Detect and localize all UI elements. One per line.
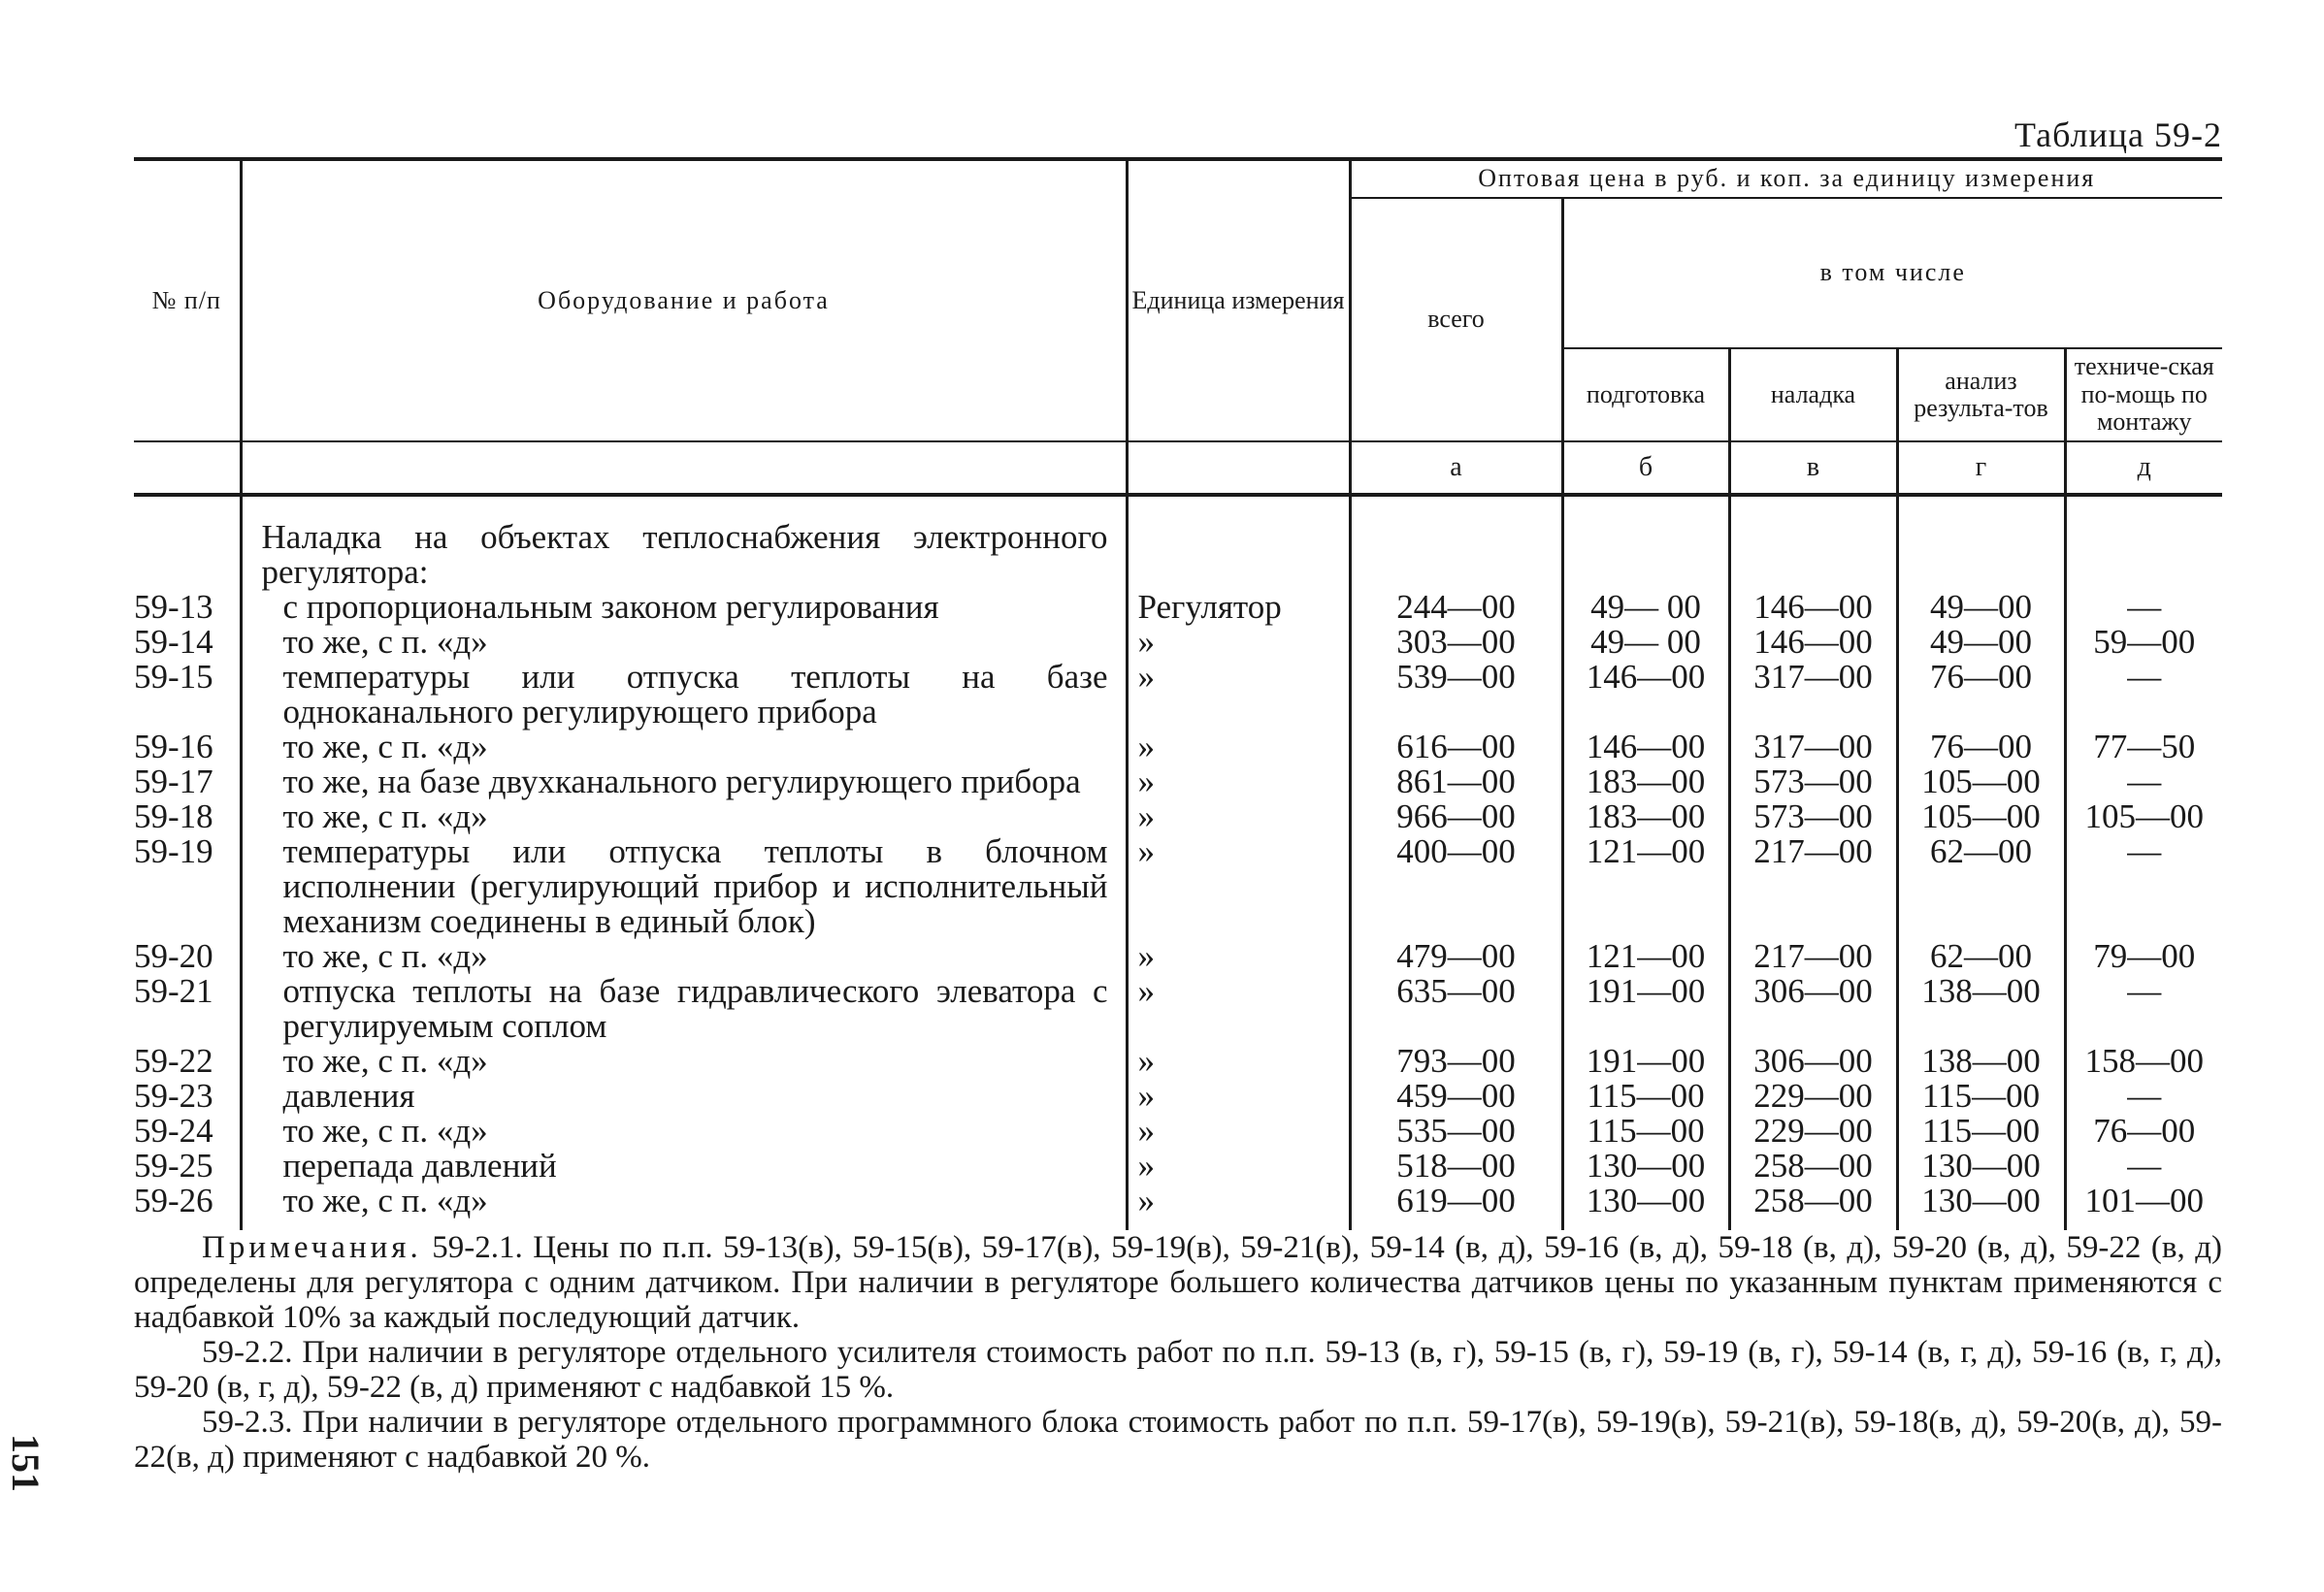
cell-tech-help: — bbox=[2065, 764, 2222, 799]
cell-total: 966—00 bbox=[1350, 799, 1562, 834]
cell-prep: 191—00 bbox=[1562, 974, 1729, 1044]
cell-prep: 49— 00 bbox=[1562, 625, 1729, 660]
cell-unit: Регулятор bbox=[1127, 590, 1350, 625]
cell-analysis: 115—00 bbox=[1897, 1114, 2065, 1149]
header-total: всего bbox=[1350, 198, 1562, 441]
table-row bbox=[134, 1044, 2222, 1079]
cell-tech-help: — bbox=[2065, 834, 2222, 939]
header-including: в том числе bbox=[1562, 198, 2222, 349]
cell-adjust: 317—00 bbox=[1729, 730, 1897, 764]
cell-analysis: 138—00 bbox=[1897, 1044, 2065, 1079]
cell-adjust: 217—00 bbox=[1729, 834, 1897, 939]
cell-unit: » bbox=[1127, 1044, 1350, 1079]
cell-adjust: 573—00 bbox=[1729, 764, 1897, 799]
intro-row bbox=[134, 495, 2222, 590]
header-analysis: анализ результа-тов bbox=[1897, 348, 2065, 441]
cell-tech-help: — bbox=[2065, 590, 2222, 625]
table-row bbox=[134, 1114, 2222, 1149]
cell-equipment: то же, с п. «д» bbox=[241, 730, 1127, 764]
page-number: 151 bbox=[4, 1434, 48, 1492]
intro-unit-cell bbox=[1127, 495, 1350, 590]
cell-total: 244—00 bbox=[1350, 590, 1562, 625]
cell-num: 59-18 bbox=[134, 797, 213, 835]
cell-tech-help: — bbox=[2065, 974, 2222, 1044]
cell-adjust: 317—00 bbox=[1729, 660, 1897, 730]
cell-unit: » bbox=[1127, 1079, 1350, 1114]
intro-empty-cell bbox=[2065, 495, 2222, 590]
cell-adjust: 146—00 bbox=[1729, 625, 1897, 660]
cell-prep: 130—00 bbox=[1562, 1184, 1729, 1230]
cell-total: 459—00 bbox=[1350, 1079, 1562, 1114]
cell-num: 59-25 bbox=[134, 1147, 213, 1185]
cell-equipment: то же, с п. «д» bbox=[241, 799, 1127, 834]
cell-total: 861—00 bbox=[1350, 764, 1562, 799]
cell-unit: » bbox=[1127, 730, 1350, 764]
table-row bbox=[134, 1079, 2222, 1114]
cell-analysis: 49—00 bbox=[1897, 625, 2065, 660]
cell-equipment: то же, с п. «д» bbox=[241, 1184, 1127, 1230]
cell-prep: 183—00 bbox=[1562, 799, 1729, 834]
cell-unit: » bbox=[1127, 625, 1350, 660]
cell-prep: 121—00 bbox=[1562, 939, 1729, 974]
cell-tech-help: 76—00 bbox=[2065, 1114, 2222, 1149]
cell-analysis: 115—00 bbox=[1897, 1079, 2065, 1114]
cell-unit: » bbox=[1127, 939, 1350, 974]
price-table-container bbox=[134, 157, 2222, 1230]
cell-total: 539—00 bbox=[1350, 660, 1562, 730]
cell-analysis: 62—00 bbox=[1897, 939, 2065, 974]
cell-equipment: то же, на базе двухканального регулирующего прибора bbox=[241, 764, 1127, 799]
cell-prep: 115—00 bbox=[1562, 1079, 1729, 1114]
cell-equipment: то же, с п. «д» bbox=[241, 939, 1127, 974]
cell-adjust: 306—00 bbox=[1729, 974, 1897, 1044]
cell-total: 793—00 bbox=[1350, 1044, 1562, 1079]
cell-num: 59-19 bbox=[134, 832, 213, 870]
notes-label: Примечания. bbox=[202, 1230, 422, 1265]
cell-equipment: температуры или отпуска теплоты на базе одноканального регулирующего прибора bbox=[241, 660, 1127, 730]
cell-prep: 49— 00 bbox=[1562, 590, 1729, 625]
cell-unit: » bbox=[1127, 660, 1350, 730]
cell-analysis: 62—00 bbox=[1897, 834, 2065, 939]
intro-empty-cell bbox=[1897, 495, 2065, 590]
cell-prep: 115—00 bbox=[1562, 1114, 1729, 1149]
header-letter-empty bbox=[1127, 441, 1350, 495]
cell-unit: » bbox=[1127, 764, 1350, 799]
table-caption: Таблица 59-2 bbox=[2014, 115, 2222, 154]
cell-unit: » bbox=[1127, 834, 1350, 939]
cell-num: 59-17 bbox=[134, 763, 213, 800]
header-unit: Единица измерения bbox=[1127, 159, 1350, 441]
table-row bbox=[134, 799, 2222, 834]
header-letter-a: а bbox=[1350, 441, 1562, 495]
table-row bbox=[134, 1184, 2222, 1230]
cell-unit: » bbox=[1127, 1149, 1350, 1184]
cell-tech-help: 105—00 bbox=[2065, 799, 2222, 834]
cell-equipment: то же, с п. «д» bbox=[241, 1114, 1127, 1149]
table-row bbox=[134, 625, 2222, 660]
cell-adjust: 229—00 bbox=[1729, 1114, 1897, 1149]
price-table bbox=[134, 157, 2222, 1230]
cell-prep: 130—00 bbox=[1562, 1149, 1729, 1184]
cell-total: 616—00 bbox=[1350, 730, 1562, 764]
cell-analysis: 105—00 bbox=[1897, 799, 2065, 834]
header-adjust: наладка bbox=[1729, 348, 1897, 441]
cell-equipment: давления bbox=[241, 1079, 1127, 1114]
header-tech-help: техниче-ская по-мощь по монтажу bbox=[2065, 348, 2222, 441]
cell-adjust: 258—00 bbox=[1729, 1149, 1897, 1184]
cell-tech-help: 79—00 bbox=[2065, 939, 2222, 974]
cell-num: 59-24 bbox=[134, 1112, 213, 1150]
cell-tech-help: — bbox=[2065, 1079, 2222, 1114]
cell-prep: 191—00 bbox=[1562, 1044, 1729, 1079]
header-letter-d: д bbox=[2065, 441, 2222, 495]
cell-prep: 146—00 bbox=[1562, 730, 1729, 764]
cell-total: 635—00 bbox=[1350, 974, 1562, 1044]
cell-total: 535—00 bbox=[1350, 1114, 1562, 1149]
header-letter-g: г bbox=[1897, 441, 2065, 495]
table-row bbox=[134, 660, 2222, 730]
cell-total: 303—00 bbox=[1350, 625, 1562, 660]
intro-text: Наладка на объектах теплоснабжения электронного регулятора: bbox=[241, 495, 1127, 590]
note-3: 59-2.3. При наличии в регуляторе отдельного программного блока стоимость работ по п.п. 59-17(в), 59-19(в), 59-21(в), 59-18(в, д), 59-20(в, д), 59-22(в, д) применяют с надбавкой 20 %. bbox=[134, 1405, 2222, 1475]
cell-num: 59-23 bbox=[134, 1077, 213, 1115]
intro-num-cell bbox=[134, 495, 241, 590]
cell-analysis: 76—00 bbox=[1897, 660, 2065, 730]
header-equipment: Оборудование и работа bbox=[241, 159, 1127, 441]
cell-unit: » bbox=[1127, 799, 1350, 834]
cell-adjust: 258—00 bbox=[1729, 1184, 1897, 1230]
header-letter-b: б bbox=[1562, 441, 1729, 495]
cell-analysis: 76—00 bbox=[1897, 730, 2065, 764]
cell-total: 479—00 bbox=[1350, 939, 1562, 974]
cell-tech-help: — bbox=[2065, 1149, 2222, 1184]
cell-analysis: 138—00 bbox=[1897, 974, 2065, 1044]
cell-adjust: 573—00 bbox=[1729, 799, 1897, 834]
cell-tech-help: — bbox=[2065, 660, 2222, 730]
table-row bbox=[134, 764, 2222, 799]
cell-equipment: отпуска теплоты на базе гидравлического элеватора с регулируемым соплом bbox=[241, 974, 1127, 1044]
header-letter-empty bbox=[241, 441, 1127, 495]
header-letters-row bbox=[134, 441, 2222, 495]
cell-num: 59-16 bbox=[134, 728, 213, 765]
cell-equipment: то же, с п. «д» bbox=[241, 1044, 1127, 1079]
cell-tech-help: 77—50 bbox=[2065, 730, 2222, 764]
cell-equipment: то же, с п. «д» bbox=[241, 625, 1127, 660]
table-row bbox=[134, 939, 2222, 974]
table-row bbox=[134, 730, 2222, 764]
notes-section bbox=[134, 1230, 2222, 1475]
cell-analysis: 130—00 bbox=[1897, 1149, 2065, 1184]
header-prep: подготовка bbox=[1562, 348, 1729, 441]
header-price-group: Оптовая цена в руб. и коп. за единицу измерения bbox=[1350, 159, 2222, 198]
table-row bbox=[134, 834, 2222, 939]
cell-total: 619—00 bbox=[1350, 1184, 1562, 1230]
cell-num: 59-20 bbox=[134, 937, 213, 975]
cell-prep: 146—00 bbox=[1562, 660, 1729, 730]
cell-adjust: 217—00 bbox=[1729, 939, 1897, 974]
note-1-text: 59-2.1. Цены по п.п. 59-13(в), 59-15(в), 59-17(в), 59-19(в), 59-21(в), 59-14 (в, д), 59-16 (в, д), 59-18 (в, д), 59-20 (в, д), 59-22 (в, д) определены для регулятора с одним датчиком. При наличии в регуляторе большего количества датчиков цены по указанным пунктам применяются с надбавкой 10% за каждый последующий датчик. bbox=[134, 1230, 2222, 1335]
cell-analysis: 105—00 bbox=[1897, 764, 2065, 799]
cell-analysis: 130—00 bbox=[1897, 1184, 2065, 1230]
cell-prep: 121—00 bbox=[1562, 834, 1729, 939]
table-body bbox=[134, 495, 2222, 1230]
cell-equipment: с пропорциональным законом регулирования bbox=[241, 590, 1127, 625]
cell-unit: » bbox=[1127, 974, 1350, 1044]
cell-tech-help: 59—00 bbox=[2065, 625, 2222, 660]
header-letter-v: в bbox=[1729, 441, 1897, 495]
cell-num: 59-21 bbox=[134, 972, 213, 1010]
cell-analysis: 49—00 bbox=[1897, 590, 2065, 625]
intro-empty-cell bbox=[1729, 495, 1897, 590]
cell-tech-help: 101—00 bbox=[2065, 1184, 2222, 1230]
cell-num: 59-26 bbox=[134, 1182, 213, 1219]
note-1 bbox=[134, 1230, 2222, 1335]
cell-total: 518—00 bbox=[1350, 1149, 1562, 1184]
cell-num: 59-14 bbox=[134, 623, 213, 661]
header-num: № п/п bbox=[134, 159, 241, 441]
cell-adjust: 306—00 bbox=[1729, 1044, 1897, 1079]
cell-total: 400—00 bbox=[1350, 834, 1562, 939]
cell-adjust: 146—00 bbox=[1729, 590, 1897, 625]
table-row bbox=[134, 1149, 2222, 1184]
table-row bbox=[134, 974, 2222, 1044]
table-header bbox=[134, 159, 2222, 495]
intro-empty-cell bbox=[1350, 495, 1562, 590]
cell-equipment: перепада давлений bbox=[241, 1149, 1127, 1184]
cell-num: 59-15 bbox=[134, 658, 213, 696]
table-row bbox=[134, 590, 2222, 625]
intro-empty-cell bbox=[1562, 495, 1729, 590]
cell-num: 59-22 bbox=[134, 1042, 213, 1080]
header-letter-empty bbox=[134, 441, 241, 495]
cell-prep: 183—00 bbox=[1562, 764, 1729, 799]
cell-equipment: температуры или отпуска теплоты в блочном исполнении (регулирующий прибор и исполнительный механизм соединены в единый блок) bbox=[241, 834, 1127, 939]
cell-unit: » bbox=[1127, 1184, 1350, 1230]
cell-adjust: 229—00 bbox=[1729, 1079, 1897, 1114]
cell-unit: » bbox=[1127, 1114, 1350, 1149]
cell-num: 59-13 bbox=[134, 588, 213, 626]
cell-tech-help: 158—00 bbox=[2065, 1044, 2222, 1079]
note-2: 59-2.2. При наличии в регуляторе отдельного усилителя стоимость работ по п.п. 59-13 (в, г), 59-15 (в, г), 59-19 (в, г), 59-14 (в, г, д), 59-16 (в, г, д), 59-20 (в, г, д), 59-22 (в, д) применяют с надбавкой 15 %. bbox=[134, 1335, 2222, 1405]
